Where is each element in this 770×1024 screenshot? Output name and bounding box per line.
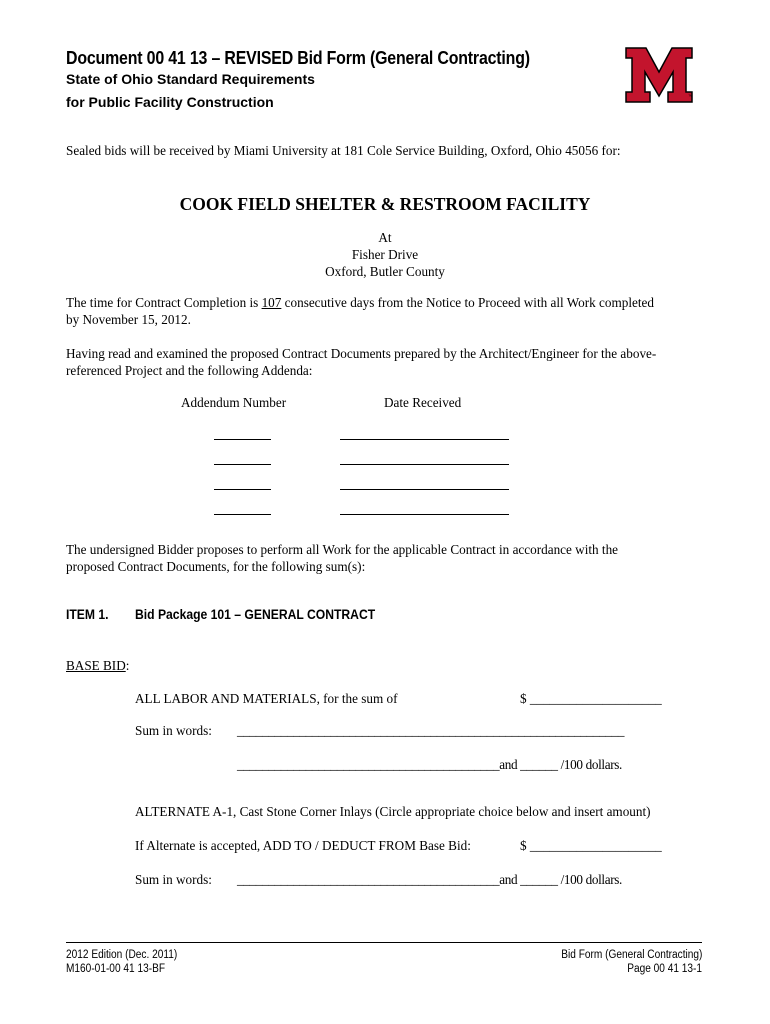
footer-edition: 2012 Edition (Dec. 2011) <box>66 949 178 961</box>
miami-m-logo-icon <box>624 46 694 106</box>
intro-text: Sealed bids will be received by Miami University at 181 Cole Service Building, Oxford, Ohio 45056 for: <box>66 143 621 158</box>
completion-days: 107 <box>261 295 282 310</box>
base-bid-sum-words-field-2[interactable]: __________________________________________and ______ /100 dollars. <box>237 757 622 772</box>
subtitle-line-2: for Public Facility Construction <box>66 94 274 110</box>
alternate-sum-words-field[interactable]: __________________________________________and ______ /100 dollars. <box>237 872 622 887</box>
base-bid-colon: : <box>125 658 130 673</box>
proposal-line-2: proposed Contract Documents, for the following sum(s): <box>66 559 366 574</box>
project-at: At <box>378 230 392 245</box>
footer-form-name: Bid Form (General Contracting) <box>560 949 702 961</box>
base-bid-sum-words-field-1[interactable]: ______________________________________________________________ <box>237 723 625 738</box>
completion-line-1 <box>66 294 654 311</box>
date-received-header: Date Received <box>384 395 462 410</box>
base-bid-heading <box>66 657 129 674</box>
addenda-intro-line-1: Having read and examined the proposed Contract Documents prepared by the Architect/Engineer for the above- <box>66 346 657 361</box>
completion-text-before: The time for Contract Completion is <box>66 295 262 310</box>
addendum-number-field-1[interactable] <box>214 439 271 440</box>
base-bid-heading-text: BASE BID <box>66 658 126 673</box>
base-bid-amount-field[interactable]: $ ____________________ <box>520 691 662 706</box>
addendum-number-field-3[interactable] <box>214 489 271 490</box>
project-city: Oxford, Butler County <box>325 264 445 279</box>
document-title: Document 00 41 13 – REVISED Bid Form (General Contracting) <box>66 47 530 68</box>
completion-line-2: by November 15, 2012. <box>66 312 191 327</box>
base-bid-sum-words-label: Sum in words: <box>135 723 212 738</box>
item-title: Bid Package 101 – GENERAL CONTRACT <box>135 607 376 622</box>
addendum-number-field-2[interactable] <box>214 464 271 465</box>
alternate-amount-field[interactable]: $ ____________________ <box>520 838 662 853</box>
footer-page-number: Page 00 41 13-1 <box>627 963 702 975</box>
miami-logo <box>624 46 694 106</box>
completion-text-after: consecutive days from the Notice to Proceed with all Work completed <box>281 295 654 310</box>
addenda-intro-line-2: referenced Project and the following Addenda: <box>66 363 313 378</box>
addendum-number-header: Addendum Number <box>181 395 287 410</box>
subtitle-line-1: State of Ohio Standard Requirements <box>66 71 315 87</box>
alternate-heading: ALTERNATE A-1, Cast Stone Corner Inlays (Circle appropriate choice below and insert amount) <box>135 804 651 819</box>
date-received-field-4[interactable] <box>340 514 509 515</box>
footer-divider <box>66 942 702 943</box>
proposal-line-1: The undersigned Bidder proposes to perform all Work for the applicable Contract in accordance with the <box>66 542 619 557</box>
project-street: Fisher Drive <box>351 247 419 262</box>
footer-code: M160-01-00 41 13-BF <box>66 963 166 975</box>
item-label: ITEM 1. <box>66 607 109 622</box>
alternate-sum-words-label: Sum in words: <box>135 872 212 887</box>
project-name: COOK FIELD SHELTER & RESTROOM FACILITY <box>179 194 591 214</box>
labor-materials-label: ALL LABOR AND MATERIALS, for the sum of <box>135 691 398 706</box>
trademark-mark: ™ <box>688 94 693 100</box>
date-received-field-2[interactable] <box>340 464 509 465</box>
addendum-number-field-4[interactable] <box>214 514 271 515</box>
date-received-field-1[interactable] <box>340 439 509 440</box>
date-received-field-3[interactable] <box>340 489 509 490</box>
alternate-accept-label: If Alternate is accepted, ADD TO / DEDUCT FROM Base Bid: <box>135 838 471 853</box>
